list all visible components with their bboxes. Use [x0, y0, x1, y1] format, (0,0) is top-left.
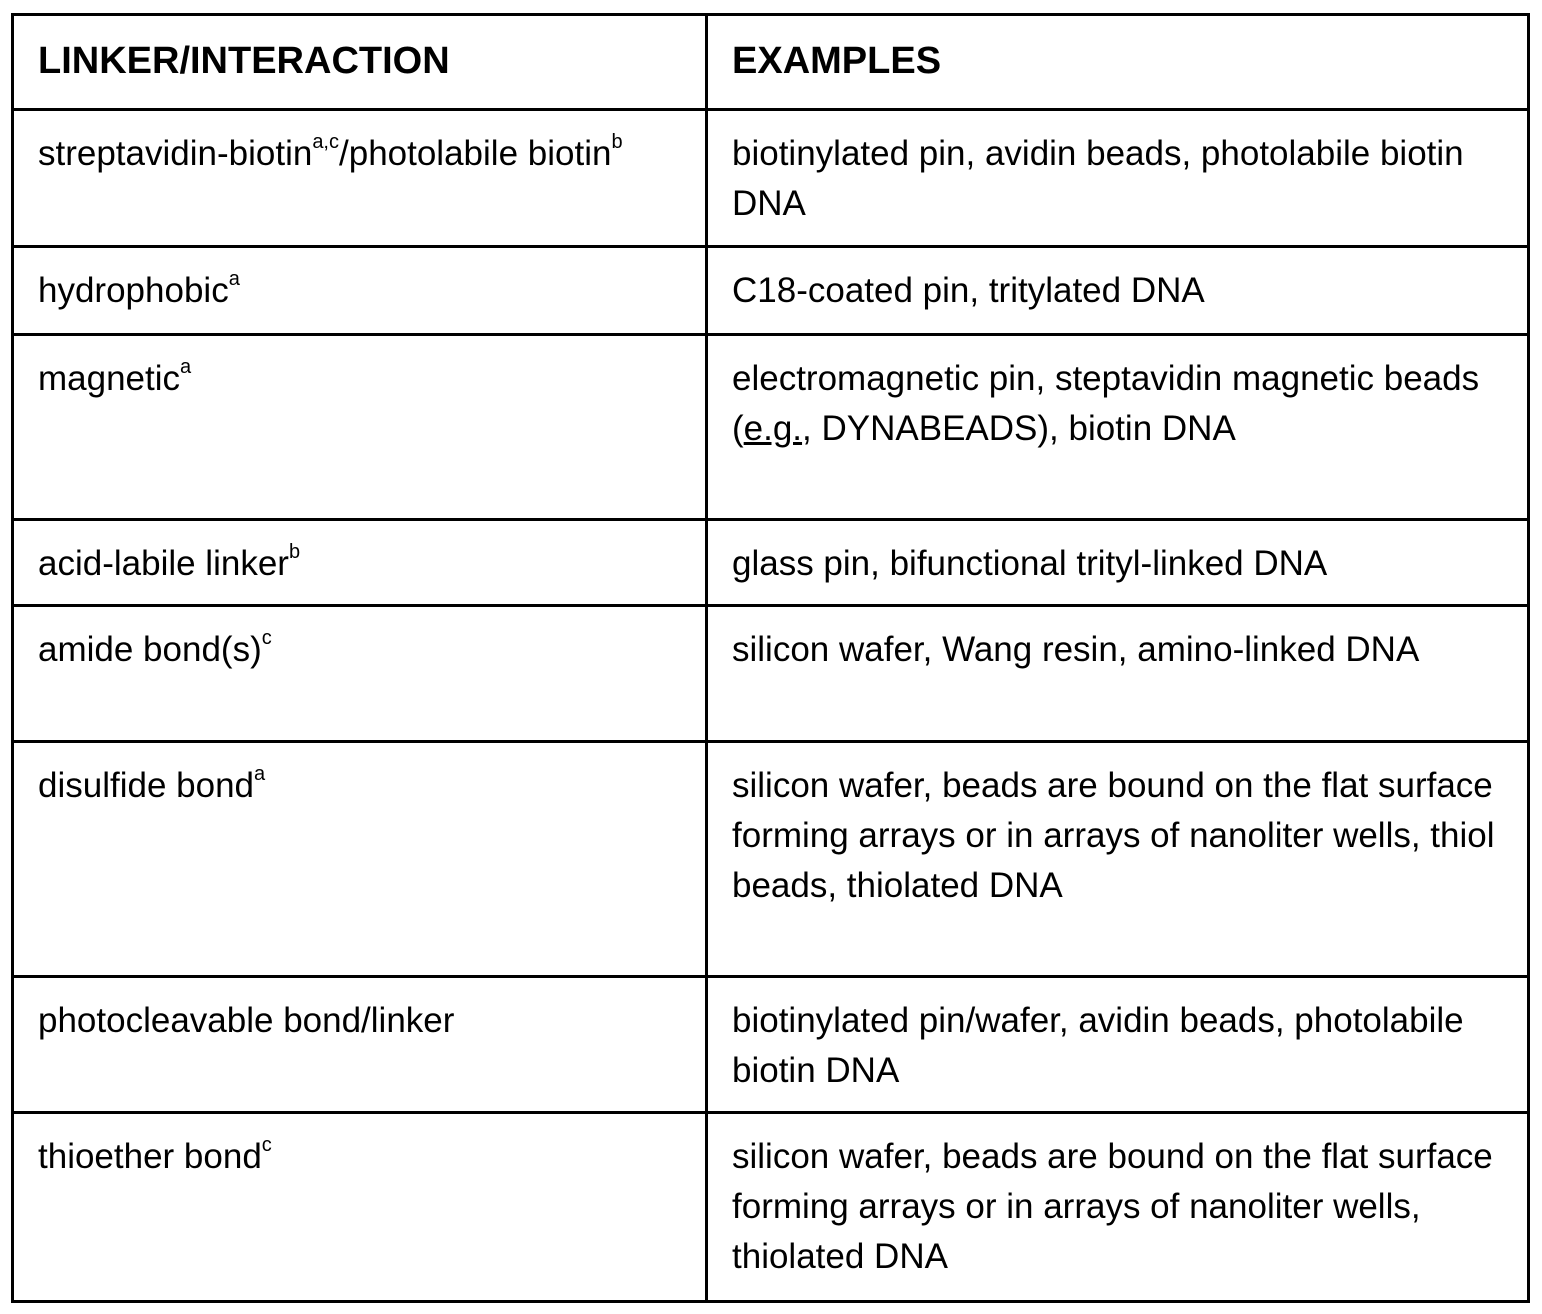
linker-text: acid-labile linker	[38, 544, 289, 583]
header-linker: LINKER/INTERACTION	[13, 15, 707, 110]
footnote-mark: b	[289, 541, 300, 563]
examples-cell	[707, 335, 1529, 520]
linker-text: disulfide bond	[38, 766, 254, 805]
linker-text: magnetic	[38, 359, 180, 398]
table-row	[13, 520, 1529, 606]
table-row	[13, 335, 1529, 520]
header-examples: EXAMPLES	[707, 15, 1529, 110]
examples-cell: silicon wafer, Wang resin, amino-linked DNA	[707, 606, 1529, 742]
examples-cell: C18-coated pin, tritylated DNA	[707, 247, 1529, 335]
linker-cell	[13, 1113, 707, 1302]
examples-cell: glass pin, bifunctional trityl-linked DNA	[707, 520, 1529, 606]
examples-cell: silicon wafer, beads are bound on the flat surface forming arrays or in arrays of nanoliter wells, thiol beads, thiolated DNA	[707, 742, 1529, 977]
footnote-mark: b	[611, 131, 622, 153]
examples-text: electromagnetic pin, steptavidin magnetic beads (	[732, 359, 1479, 448]
footnote-mark: c	[262, 1134, 272, 1156]
examples-text: , DYNABEADS), biotin DNA	[802, 409, 1236, 448]
footnote-mark: a	[254, 763, 265, 785]
table-row	[13, 606, 1529, 742]
linker-text: hydrophobic	[38, 271, 229, 310]
footnote-mark: c	[262, 627, 272, 649]
header-row	[13, 15, 1529, 110]
linker-text: streptavidin-biotin	[38, 134, 312, 173]
examples-cell: biotinylated pin, avidin beads, photolabile biotin DNA	[707, 110, 1529, 247]
table-row	[13, 977, 1529, 1113]
linker-cell	[13, 110, 707, 247]
footnote-mark: a	[229, 268, 240, 290]
linker-cell	[13, 335, 707, 520]
table-row	[13, 742, 1529, 977]
linker-cell	[13, 520, 707, 606]
linker-cell	[13, 606, 707, 742]
footnote-mark: a	[180, 356, 191, 378]
table-row	[13, 1113, 1529, 1302]
examples-cell: biotinylated pin/wafer, avidin beads, photolabile biotin DNA	[707, 977, 1529, 1113]
linker-cell	[13, 247, 707, 335]
underlined-abbrev: e.g.	[744, 409, 802, 448]
linker-cell	[13, 742, 707, 977]
examples-cell: silicon wafer, beads are bound on the flat surface forming arrays or in arrays of nanoliter wells, thiolated DNA	[707, 1113, 1529, 1302]
footnote-mark: a,c	[312, 131, 339, 153]
linker-text: thioether bond	[38, 1137, 262, 1176]
linker-text: amide bond(s)	[38, 630, 262, 669]
table-row	[13, 110, 1529, 247]
linker-table	[11, 13, 1530, 1303]
linker-text: /photolabile biotin	[339, 134, 611, 173]
linker-cell: photocleavable bond/linker	[13, 977, 707, 1113]
table-row	[13, 247, 1529, 335]
